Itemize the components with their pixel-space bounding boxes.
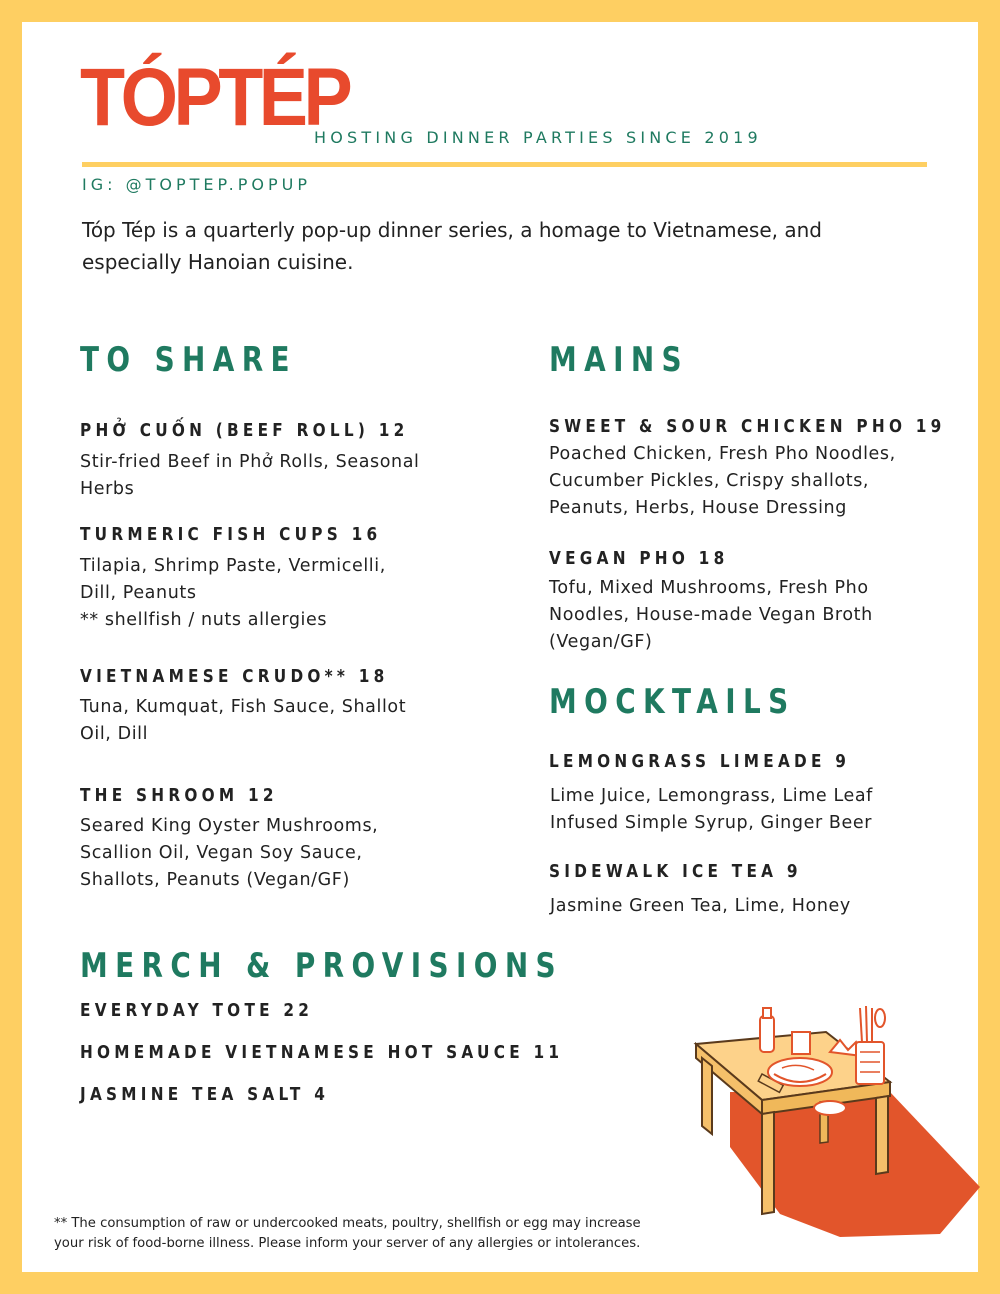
to-share-heading: TO SHARE bbox=[80, 340, 297, 380]
brand-logo: TÓPTÉP bbox=[80, 52, 349, 143]
instagram-handle[interactable]: IG: @TOPTEP.POPUP bbox=[82, 175, 311, 194]
merch-heading: MERCH & PROVISIONS bbox=[80, 946, 563, 986]
mains-heading: MAINS bbox=[549, 340, 690, 380]
item-title-lemongrass-limeade: LEMONGRASS LIMEADE 9 bbox=[549, 751, 851, 772]
item-title-sweet-sour-chicken-pho: SWEET & SOUR CHICKEN PHO 19 bbox=[549, 416, 946, 437]
item-desc-lemongrass-limeade: Lime Juice, Lemongrass, Lime Leaf Infused Simple Syrup, Ginger Beer bbox=[550, 786, 873, 833]
item-title-vegan-pho: VEGAN PHO 18 bbox=[549, 548, 729, 569]
item-title-turmeric-fish-cups: TURMERIC FISH CUPS 16 bbox=[80, 524, 382, 545]
table-illustration-icon bbox=[690, 982, 990, 1242]
item-desc-turmeric-fish-cups: Tilapia, Shrimp Paste, Vermicelli, Dill, Peanuts ** shellfish / nuts allergies bbox=[80, 556, 386, 630]
item-title-everyday-tote: EVERYDAY TOTE 22 bbox=[80, 1000, 314, 1021]
item-title-pho-cuon: PHỞ CUỐN (BEEF ROLL) 12 bbox=[80, 420, 409, 441]
header-divider bbox=[82, 162, 927, 167]
allergy-footnote: ** The consumption of raw or undercooked meats, poultry, shellfish or egg may increase your risk of food-borne illness. Please inform your server of any allergies or intolerances. bbox=[54, 1216, 641, 1251]
item-desc-the-shroom: Seared King Oyster Mushrooms, Scallion Oil, Vegan Soy Sauce, Shallots, Peanuts (Vegan/GF) bbox=[80, 816, 379, 890]
intro-text: Tóp Tép is a quarterly pop-up dinner series, a homage to Vietnamese, and especially Hanoian cuisine. bbox=[82, 218, 822, 274]
item-desc-pho-cuon: Stir-fried Beef in Phở Rolls, Seasonal Herbs bbox=[80, 452, 420, 499]
item-title-sidewalk-ice-tea: SIDEWALK ICE TEA 9 bbox=[549, 861, 802, 882]
item-desc-sidewalk-ice-tea: Jasmine Green Tea, Lime, Honey bbox=[550, 896, 851, 916]
item-desc-vietnamese-crudo: Tuna, Kumquat, Fish Sauce, Shallot Oil, Dill bbox=[80, 697, 407, 744]
item-desc-vegan-pho: Tofu, Mixed Mushrooms, Fresh Pho Noodles, House-made Vegan Broth (Vegan/GF) bbox=[549, 578, 873, 652]
item-title-jasmine-tea-salt: JASMINE TEA SALT 4 bbox=[80, 1084, 330, 1105]
mocktails-heading: MOCKTAILS bbox=[549, 682, 796, 722]
item-title-hot-sauce: HOMEMADE VIETNAMESE HOT SAUCE 11 bbox=[80, 1042, 564, 1063]
item-title-the-shroom: THE SHROOM 12 bbox=[80, 785, 278, 806]
item-title-vietnamese-crudo: VIETNAMESE CRUDO** 18 bbox=[80, 666, 389, 687]
brand-tagline: HOSTING DINNER PARTIES SINCE 2019 bbox=[314, 128, 762, 147]
item-desc-sweet-sour-chicken-pho: Poached Chicken, Fresh Pho Noodles, Cucumber Pickles, Crispy shallots, Peanuts, Herbs, House Dressing bbox=[549, 444, 896, 518]
